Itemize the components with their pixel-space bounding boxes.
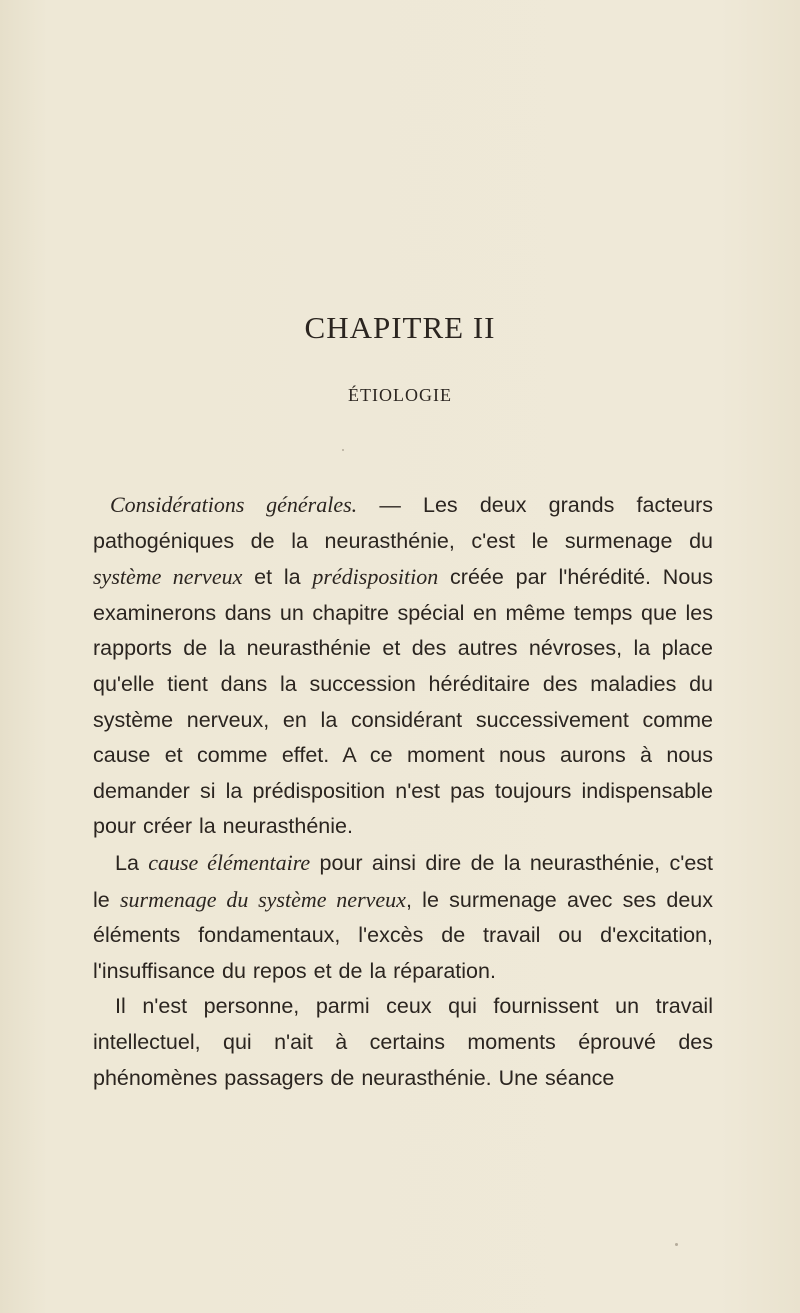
paragraph-3 — [93, 989, 713, 1096]
paragraph-2-text-2: pour ainsi dire de la neurasthénie, c'est le — [93, 850, 713, 912]
paragraph-2-italic-2: surmenage du système nerveux — [120, 886, 406, 912]
chapter-title: CHAPITRE II — [304, 310, 496, 345]
paragraph-1 — [93, 487, 713, 845]
paragraph-2-text-1: La — [115, 850, 149, 875]
paper-speck — [675, 1243, 678, 1246]
paragraph-3-text-1: Il n'est personne, parmi ceux qui fournissent un travail intellectuel, qui n'ait à certains moments éprouvé des phénomènes passagers de neurasthénie. Une séance — [93, 994, 713, 1090]
paragraph-1-text-2: et la — [242, 565, 313, 590]
paragraph-1-lead: Considérations générales. — [110, 492, 358, 517]
paper-speck — [342, 449, 344, 451]
paragraph-2-italic-1: cause élémentaire — [148, 849, 311, 875]
paragraph-2 — [93, 845, 713, 989]
paragraph-1-italic-1: système nerveux — [93, 564, 243, 590]
body-text — [93, 487, 713, 1096]
paragraph-1-text-3: créée par l'hérédité. Nous examinerons dans un chapitre spécial en même temps que les rapports de la neurasthénie et des autres névroses, la place qu'elle tient dans la succession héréditaire des maladies du système nerveux, en la considérant successivement comme cause et comme effet. A ce moment nous aurons à nous demander si la prédisposition n'est pas toujours indispensable pour créer la neurasthénie. — [93, 565, 713, 839]
paragraph-1-text-1: — Les deux grands facteurs pathogéniques de la neurasthénie, c'est le surmenage du — [93, 493, 713, 553]
section-title: ÉTIOLOGIE — [348, 385, 452, 405]
paragraph-2-text-3: , le surmenage avec ses deux éléments fondamentaux, l'excès de travail ou d'excitation, l'insuffisance du repos et de la réparation. — [93, 887, 713, 983]
paragraph-1-italic-2: prédisposition — [312, 564, 439, 590]
